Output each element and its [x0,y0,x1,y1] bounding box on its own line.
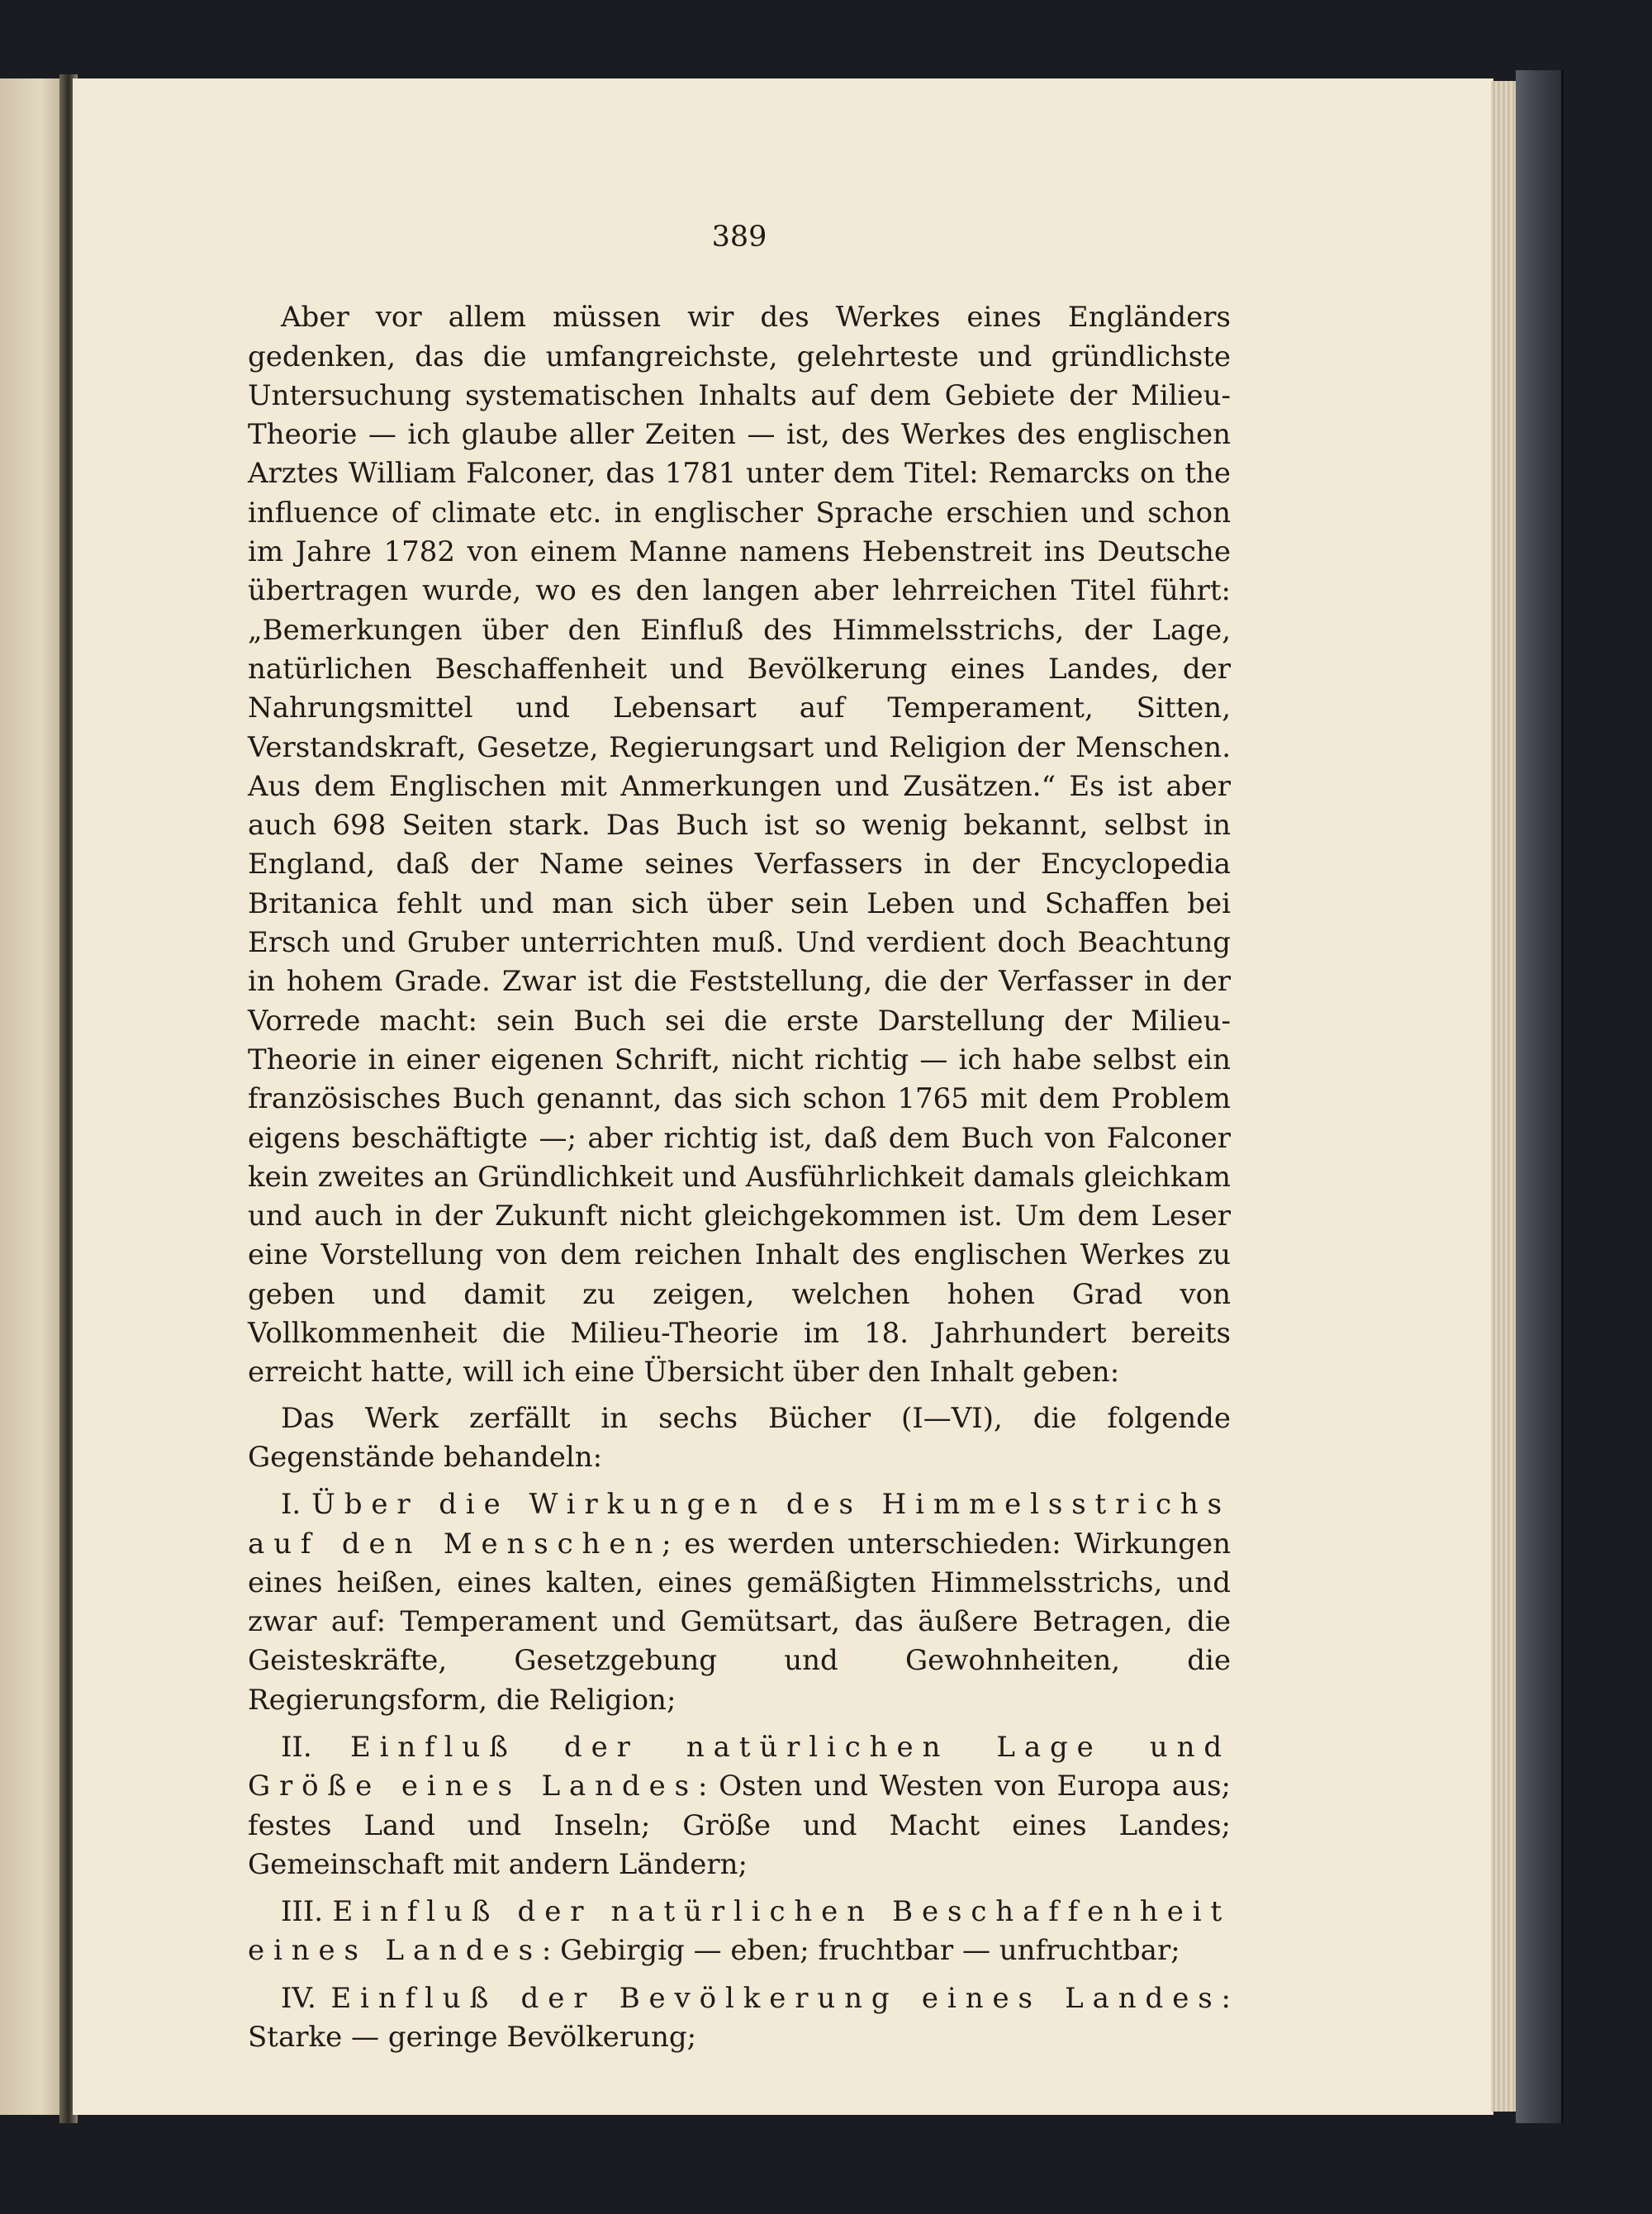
item-text: : Osten und Westen von Europa aus; festes Land und Inseln; Größe und Macht eines Landes; Gemeinschaft mit andern Ländern; [248,1770,1231,1881]
item-heading: Einfluß der natürlichen Lage und Größe eines Landes [248,1730,1231,1803]
book-item-3 [248,1893,1231,1971]
page-number: 389 [711,221,767,254]
item-heading: Über die Wirkungen des Himmelsstrichs auf den Menschen [248,1488,1231,1561]
book-item-4 [248,1979,1231,2058]
page-fore-edge [1491,81,1516,2112]
item-text: ; es werden unterschieden: Wirkungen eines heißen, eines kalten, eines gemäßigten Himmelsstrichs, und zwar auf: Temperament und Gemütsart, das äußere Betragen, die Geisteskräfte, Gesetzgebung und Gewohnheiten, die Regierungsform, die Religion; [248,1527,1232,1717]
item-text: : Gebirgig — eben; fruchtbar — unfruchtbar; [541,1934,1180,1968]
book-item-1 [248,1485,1231,1720]
book-item-2 [248,1728,1231,1884]
book-cover-edge [1516,70,1564,2123]
item-text: : Starke — geringe Bevölkerung; [248,1981,1231,2055]
page-content [248,198,1231,2057]
facing-page-edge [0,78,68,2115]
item-heading: Einfluß der Bevölkerung eines Landes [330,1981,1222,2015]
paragraph-overview: Das Werk zerfällt in sechs Bücher (I—VI), die folgende Gegenstände behandeln: [248,1401,1231,1474]
item-numeral: II. [281,1730,312,1764]
item-numeral: III. [281,1895,324,1929]
item-heading: Einfluß der natürlichen Beschaffenheit eines Landes [248,1895,1232,1968]
paragraph-intro: Aber vor allem müssen wir des Werkes eines Engländers gedenken, das die umfangreichste, gelehrteste und gründlichste Untersuchung systematischen Inhalts auf dem Gebiete der Milieu-Theorie — ich glaube aller Zeiten — ist, des Werkes des englischen Arztes William Falconer, das 1781 unter dem Titel: Remarcks on the influence of climate etc. in englischer Sprache erschien und schon im Jahre 1782 von einem Manne namens Hebenstreit ins Deutsche übertragen wurde, wo es den langen aber lehrreichen Titel führt: „Bemerkungen über den Einfluß des Himmelsstrichs, der Lage, natürlichen Beschaffenheit und Bevölkerung eines Landes, der Nahrungsmittel und Lebensart auf Temperament, Sitten, Verstandskraft, Gesetze, Regierungsart und Religion der Menschen. Aus dem Englischen mit Anmerkungen und Zusätzen.“ Es ist aber auch 698 Seiten stark. Das Buch ist so wenig bekannt, selbst in England, daß der Name seines Verfassers in der Encyclopedia Britanica fehlt und man sich über sein Leben und Schaffen bei Ersch und Gruber unterrichten muß. Und verdient doch Beachtung in hohem Grade. Zwar ist die Feststellung, die der Verfasser in der Vorrede macht: sein Buch sei die erste Darstellung der Milieu-Theorie in einer eigenen Schrift, nicht richtig — ich habe selbst ein französisches Buch genannt, das sich schon 1765 mit dem Problem eigens beschäftigte —; aber richtig ist, daß dem Buch von Falconer kein zweites an Gründlichkeit und Ausführlichkeit damals gleichkam und auch in der Zukunft nicht gleichgekommen ist. Um dem Leser eine Vorstellung von dem reichen Inhalt des englischen Werkes zu geben und damit zu zeigen, welchen hohen Grad von Vollkommenheit die Milieu-Theorie im 18. Jahrhundert bereits erreicht hatte, will ich eine Übersicht über den Inhalt geben: [248,301,1231,1390]
item-numeral: I. [281,1488,301,1522]
item-numeral: IV. [281,1981,316,2015]
